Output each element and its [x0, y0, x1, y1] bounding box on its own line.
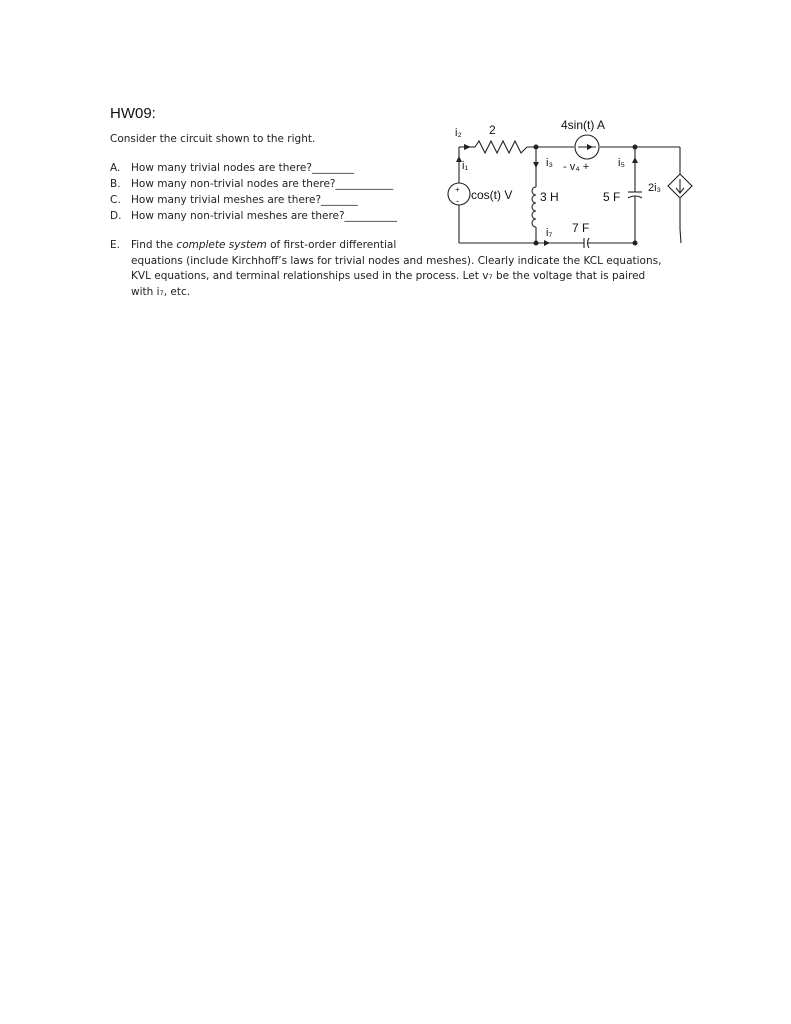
question-d: D. How many non-trivial meshes are there?__________ — [110, 210, 398, 222]
label-v4: - v₄ + — [563, 161, 590, 173]
label-2i3: 2i₃ — [648, 182, 662, 194]
circuit-diagram — [440, 112, 710, 252]
minus-sign: - — [456, 196, 459, 206]
label-4sin: 4sin(t) A — [561, 118, 606, 132]
page-title: HW09: — [110, 105, 156, 122]
label-cos-source: cos(t) V — [471, 188, 513, 202]
question-a: A. How many trivial nodes are there?________ — [110, 162, 354, 174]
label-i2: i₂ — [455, 127, 462, 139]
label-3h: 3 H — [540, 190, 559, 204]
node-top-left — [534, 145, 539, 150]
label-i7: i₇ — [546, 227, 553, 239]
label-i3: i₃ — [546, 157, 553, 169]
label-i5: i₅ — [618, 157, 625, 169]
intro-text: Consider the circuit shown to the right. — [110, 133, 316, 145]
question-b: B. How many non-trivial nodes are there?___________ — [110, 178, 394, 190]
question-c: C. How many trivial meshes are there?_______ — [110, 194, 358, 206]
plus-sign: + — [455, 185, 460, 194]
arrow-i3 — [533, 162, 539, 168]
arrow-i2 — [464, 144, 471, 150]
node-bottom-left — [534, 241, 539, 246]
label-7f: 7 F — [572, 221, 590, 235]
question-e: E. Find the complete system of first-order differential equations (include Kirchhoff’s laws for trivial nodes and meshes). Clearly indicate the KCL equations, KVL equations, and terminal relationships used in the process. Let v₇ be the voltage that is paired with i₇, etc. — [110, 239, 662, 298]
arrow-4sin — [587, 144, 593, 150]
emphasis-text: complete system — [176, 239, 267, 251]
question-list — [110, 160, 397, 224]
resistor-zigzag — [475, 141, 527, 153]
label-5f: 5 F — [603, 190, 621, 204]
node-top-right — [633, 145, 638, 150]
arrow-i5 — [632, 157, 638, 163]
arrow-i7 — [544, 240, 550, 246]
inductor-coil — [532, 187, 536, 227]
label-r2: 2 — [489, 123, 496, 137]
node-bottom-right — [633, 241, 638, 246]
label-i1: i₁ — [462, 160, 469, 172]
